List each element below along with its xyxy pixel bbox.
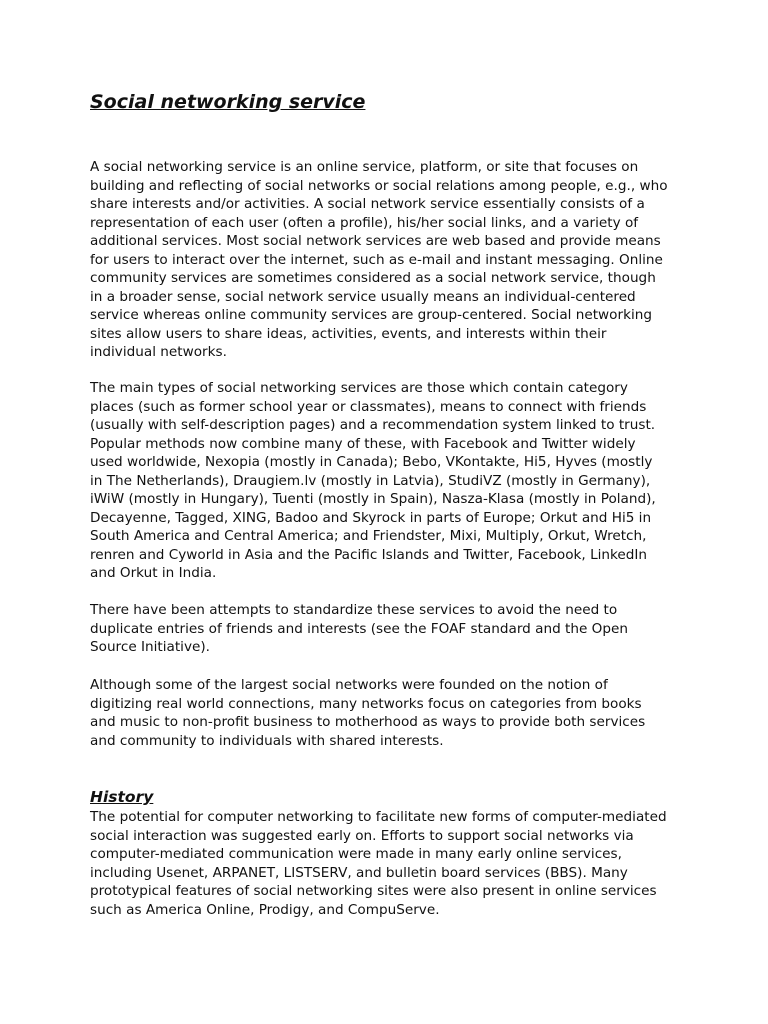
history-paragraph: The potential for computer networking to facilitate new forms of computer-mediated social interaction was suggested early on. Efforts to support social networks via computer-mediated communication were made in many early online services, including Usenet, ARPANET, LISTSERV, and bulletin board services (BBS). Many prototypical features of social networking sites were also present in online services such as America Online, Prodigy, and CompuServe. [90,809,667,918]
body-paragraph: Although some of the largest social networks were founded on the notion of digitizing real world connections, many networks focus on categories from books and music to non-profit business to motherhood as ways to provide both services and community to individuals with shared interests. [90,677,646,749]
body-paragraph: The main types of social networking services are those which contain category places (such as former school year or classmates), means to connect with friends (usually with self-description pages) and a recommendation system linked to trust. Popular methods now combine many of these, with Facebook and Twitter widely used worldwide, Nexopia (mostly in Canada); Bebo, VKontakte, Hi5, Hyves (mostly in The Netherlands), Draugiem.lv (mostly in Latvia), StudiVZ (mostly in Germany), iWiW (mostly in Hungary), Tuenti (mostly in Spain), Nasza-Klasa (mostly in Poland), Decayenne, Tagged, XING, Badoo and Skyrock in parts of Europe; Orkut and Hi5 in South America and Central America; and Friendster, Mixi, Multiply, Orkut, Wretch, renren and Cyworld in Asia and the Pacific Islands and Twitter, Facebook, LinkedIn and Orkut in India. [90,380,656,581]
page-title: Social networking service [90,91,366,113]
section-heading-history: History [90,788,154,806]
body-paragraph: There have been attempts to standardize these services to avoid the need to duplicate entries of friends and interests (see the FOAF standard and the Open Source Initiative). [90,602,628,655]
body-paragraph: A social networking service is an online service, platform, or site that focuses on building and reflecting of social networks or social relations among people, e.g., who share interests and/or activities. A social network service essentially consists of a representation of each user (often a profile), his/her social links, and a variety of additional services. Most social network services are web based and provide means for users to interact over the internet, such as e-mail and instant messaging. Online community services are sometimes considered as a social network service, though in a broader sense, social network service usually means an individual-centered service whereas online community services are group-centered. Social networking sites allow users to share ideas, activities, events, and interests within their individual networks. [90,159,668,360]
